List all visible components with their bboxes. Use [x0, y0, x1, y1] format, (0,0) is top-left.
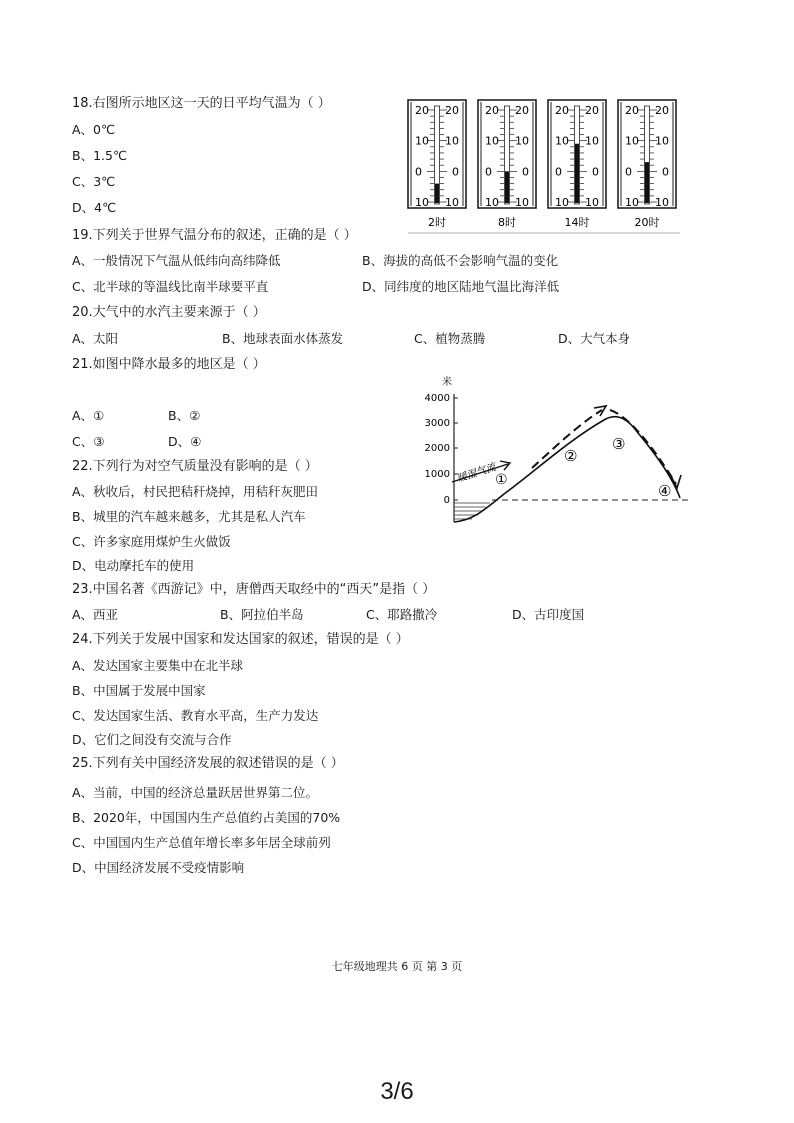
scale-label-right: 10: [515, 134, 529, 148]
thermometer-4: [618, 100, 676, 229]
scale-label-left: 10: [415, 134, 429, 148]
q20-stem: 20.大气中的水汽主要来源于（ ）: [72, 305, 266, 320]
time-label-3: 14时: [564, 216, 590, 229]
q24-option-a: A、发达国家主要集中在北半球: [72, 658, 244, 673]
q25-option-d: D、中国经济发展不受疫情影响: [72, 860, 245, 875]
scale-label-right: 10: [585, 196, 599, 209]
scale-label-left: 0: [415, 165, 422, 179]
q25-option-c: C、中国国内生产总值年增长率多年居全球前列: [72, 835, 331, 850]
scale-label-right: 0: [662, 165, 669, 179]
scale-label-right: 10: [585, 134, 599, 148]
scale-label-right: 0: [592, 165, 599, 179]
q22-option-c: C、许多家庭用煤炉生火做饭: [72, 534, 231, 549]
point-1-marker: ①: [495, 472, 508, 488]
scale-label-left: 0: [625, 165, 632, 179]
scale-label-left: 0: [555, 165, 562, 179]
mercury-column-2: [505, 171, 509, 203]
page-footer: 七年级地理共 6 页 第 3 页: [331, 960, 463, 973]
q21-option-c: C、③: [72, 434, 105, 449]
q21-option-d: D、④: [168, 434, 202, 449]
q25-option-a: A、当前，中国的经济总量跃居世界第二位。: [72, 785, 319, 800]
scale-label-right: 10: [655, 134, 669, 148]
scale-label-left: 0: [485, 165, 492, 179]
q22-option-d: D、电动摩托车的使用: [72, 558, 195, 573]
scale-label-right: 0: [522, 165, 529, 179]
scale-label-right: 10: [655, 196, 669, 209]
scale-label-left: 10: [485, 196, 499, 209]
scale-label-right: 20: [515, 104, 529, 117]
q18-stem: 18.右图所示地区这一天的日平均气温为（ ）: [72, 96, 331, 111]
q24-option-d: D、它们之间没有交流与合作: [72, 732, 232, 747]
q20-option-b: B、地球表面水体蒸发: [222, 331, 344, 346]
y-tick-label: 3000: [424, 418, 450, 429]
q22-option-a: A、秋收后，村民把秸秆烧掉，用秸秆灰肥田: [72, 484, 319, 499]
scale-label-left: 10: [625, 196, 639, 209]
q23-option-d: D、古印度国: [512, 607, 585, 622]
page-number: 3/6: [380, 1078, 414, 1105]
q19-option-d: D、同纬度的地区陆地气温比海洋低: [362, 279, 560, 294]
time-label-1: 2时: [428, 216, 446, 229]
q23-option-a: A、西亚: [72, 607, 119, 622]
y-tick-label: 0: [443, 495, 450, 506]
scale-label-right: 20: [655, 104, 669, 117]
scale-label-left: 10: [555, 196, 569, 209]
q18-option-a: A、0℃: [72, 122, 116, 137]
scale-label-left: 20: [625, 104, 639, 117]
q20-option-c: C、植物蒸腾: [414, 331, 486, 346]
q19-stem: 19.下列关于世界气温分布的叙述，正确的是（ ）: [72, 228, 357, 243]
thermometer-1: [408, 100, 466, 229]
y-tick-label: 1000: [424, 469, 450, 480]
warm-wind-label: 暖湿气流: [455, 462, 498, 485]
q23-stem: 23.中国名著《西游记》中，唐僧西天取经中的“西天”是指（ ）: [72, 582, 436, 597]
q18-option-c: C、3℃: [72, 174, 116, 189]
scale-label-right: 10: [445, 134, 459, 148]
scale-label-left: 10: [415, 196, 429, 209]
scale-label-right: 20: [445, 104, 459, 117]
q19-option-b: B、海拔的高低不会影响气温的变化: [362, 253, 559, 268]
scale-label-left: 20: [555, 104, 569, 117]
thermometer-2: [478, 100, 536, 229]
q21-option-a: A、①: [72, 408, 105, 423]
q24-option-b: B、中国属于发展中国家: [72, 683, 206, 698]
mountain-unit: 米: [442, 377, 452, 388]
thermometer-3: [548, 100, 606, 229]
scale-label-left: 20: [485, 104, 499, 117]
q24-option-c: C、发达国家生活、教育水平高，生产力发达: [72, 708, 319, 723]
mercury-column-3: [575, 144, 579, 203]
scale-label-right: 20: [585, 104, 599, 117]
thermometer-figure: [402, 96, 692, 238]
q25-stem: 25.下列有关中国经济发展的叙述错误的是（ ）: [72, 756, 344, 771]
mercury-column-1: [435, 184, 439, 203]
time-label-2: 8时: [498, 216, 516, 229]
q22-stem: 22.下列行为对空气质量没有影响的是（ ）: [72, 459, 318, 474]
q24-stem: 24.下列关于发展中国家和发达国家的叙述，错误的是（ ）: [72, 632, 409, 647]
scale-label-left: 10: [485, 134, 499, 148]
q21-option-b: B、②: [168, 408, 201, 423]
scale-label-right: 0: [452, 165, 459, 179]
q20-option-a: A、太阳: [72, 331, 119, 346]
time-label-4: 20时: [634, 216, 660, 229]
q20-option-d: D、大气本身: [558, 331, 631, 346]
q19-option-c: C、北半球的等温线比南半球要平直: [72, 279, 269, 294]
q25-option-b: B、2020年，中国国内生产总值约占美国的70%: [72, 810, 341, 825]
scale-label-left: 10: [625, 134, 639, 148]
scale-label-left: 20: [415, 104, 429, 117]
scale-label-right: 10: [445, 196, 459, 209]
q21-stem: 21.如图中降水最多的地区是（ ）: [72, 357, 266, 372]
mountain-precipitation-figure: [414, 372, 696, 528]
q23-option-b: B、阿拉伯半岛: [220, 607, 304, 622]
y-tick-label: 4000: [424, 393, 450, 404]
mercury-column-4: [645, 162, 649, 203]
q18-option-b: B、1.5℃: [72, 148, 127, 163]
scale-label-left: 10: [555, 134, 569, 148]
point-4-marker: ④: [658, 482, 672, 500]
scale-label-right: 10: [515, 196, 529, 209]
q18-option-d: D、4℃: [72, 200, 117, 215]
q19-option-a: A、一般情况下气温从低纬向高纬降低: [72, 253, 281, 268]
point-3-marker: ③: [612, 435, 626, 453]
point-2-marker: ②: [564, 447, 578, 465]
y-tick-label: 2000: [424, 443, 450, 454]
q22-option-b: B、城里的汽车越来越多，尤其是私人汽车: [72, 509, 306, 524]
q23-option-c: C、耶路撒冷: [366, 607, 438, 622]
